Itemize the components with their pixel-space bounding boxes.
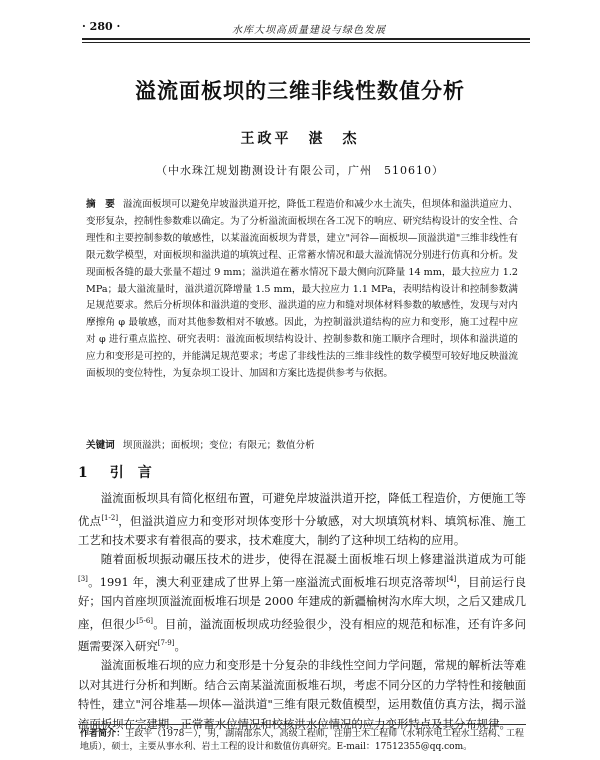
journal-title: 水库大坝高质量建设与绿色发展 <box>232 25 386 36</box>
paragraph: 溢流面板堆石坝的应力和变形是十分复杂的非线性空间力学问题，常规的解析法等难以对其进行分析和判断。结合云南某溢流面板堆石坝，考虑不同分区的力学特性和接触面特性，建立"河谷堆基—坝体—溢洪道"三维有限元数值模型，运用数值仿真方法，揭示溢流面板坝在完建期、正常蓄水位情况和校核洪水位情况的应力变形特点及其分布规律。 <box>78 658 526 731</box>
section-number: 1 <box>78 465 88 481</box>
footnote-text: 王政平（1978－），男，湖南邵东人，高级工程师，注册土木工程师（水利水电工程水工结构、工程地质），硕士，主要从事水利、岩土工程的设计和数值仿真研究。E-mail：17512355@qq.com。 <box>80 729 524 752</box>
page-number: · 280 · <box>82 20 121 33</box>
footnote-rule <box>78 724 526 725</box>
citation: [5-6] <box>136 616 154 625</box>
affiliation: （中水珠江规划勘测设计有限公司，广州 510610） <box>156 164 444 177</box>
running-header <box>82 20 530 40</box>
author-footnote <box>80 728 524 754</box>
authors: 王政平 湛 杰 <box>240 131 360 147</box>
paragraph <box>78 489 526 550</box>
citation: [4] <box>446 574 457 583</box>
citation: [7-9] <box>157 638 175 647</box>
text-run: ，目前运行良好；国内首座坝顶溢流面板堆石坝是 2000 年建成的新疆榆树沟水库大坝，之后又建成几座，但很少 <box>78 574 526 631</box>
section-title: 引 言 <box>109 465 152 481</box>
citation: [3] <box>78 574 88 583</box>
abstract <box>86 197 518 383</box>
keywords-label: 关键词 <box>86 440 115 451</box>
text-run: 溢流面板坝具有简化枢纽布置，可避免岸坡溢洪道开挖，降低工程造价，方便施工等优点 <box>78 491 526 528</box>
keywords <box>86 437 518 451</box>
paper-title: 溢流面板坝的三维非线性数值分析 <box>135 79 465 103</box>
text-run: ，但溢洪道应力和变形对坝体变形十分敏感，对大坝填筑材料、填筑标准、施工工艺和技术要求有着很高的要求，技术难度大，制约了这种坝工结构的应用。 <box>78 513 526 547</box>
text-run: 随着面板坝振动碾压技术的进步，使得在混凝土面板堆石坝上修建溢洪道成为可能 <box>100 552 526 567</box>
abstract-label: 摘 要 <box>86 199 115 210</box>
keywords-text: 坝顶溢洪；面板坝；变位；有限元；数值分析 <box>122 440 315 451</box>
section-heading <box>78 462 174 482</box>
text-run: 。目前，溢流面板坝成功经验很少，没有相应的规范和标准，还有许多问题需要深入研究 <box>78 616 526 653</box>
text-run: 。1991 年，澳大利亚建成了世界上第一座溢流式面板堆石坝克洛蒂坝 <box>87 574 447 589</box>
text-run: 。 <box>174 638 186 653</box>
header-rule <box>82 42 530 43</box>
body-text <box>78 489 526 734</box>
abstract-text: 溢流面板坝可以避免岸坡溢洪道开挖，降低工程造价和减少水土流失，但坝体和溢洪道应力、变形复杂，控制性参数难以确定。为了分析溢流面板坝在各工况下的响应、研究结构设计的安全性、合理性和主要控制参数的敏感性，以某溢流面板坝为背景，建立"河谷—面板坝—顶溢洪道"三维非线性有限元数学模型，对面板坝和溢洪道的填筑过程、正常蓄水情况和最大溢流情况分别进行仿真和分析。发现面板各缝的最大张量不超过 9 mm；溢洪道在蓄水情况下最大侧向沉降量 14 mm，最大拉应力 1.2 MPa；最大溢流量时，溢洪道沉降增量 1.5 mm，最大拉应力 1.1 MPa，表明结构设计和控制参数满足规范要求。然后分析坝体和溢洪道的变形、溢洪道的应力和缝对坝体材料参数的敏感性，发现与对内摩擦角 φ 最敏感，而对其他参数相对不敏感。因此，为控制溢洪道结构的应力和变形，施工过程中应对 φ 进行重点监控、研究表明：溢流面板坝结构设计、控制参数和施工顺序合理时，坝体和溢洪道的应力和变形是可控的，并能满足规范要求；考虑了非线性法的三维非线性的数学模型可较好地反映溢流面板坝的变位特性，为复杂坝工设计、加固和方案比选提供参考与依据。 <box>86 199 519 380</box>
footnote-label: 作者简介： <box>80 729 126 739</box>
paragraph <box>78 550 526 656</box>
citation: [1-2] <box>101 513 119 522</box>
